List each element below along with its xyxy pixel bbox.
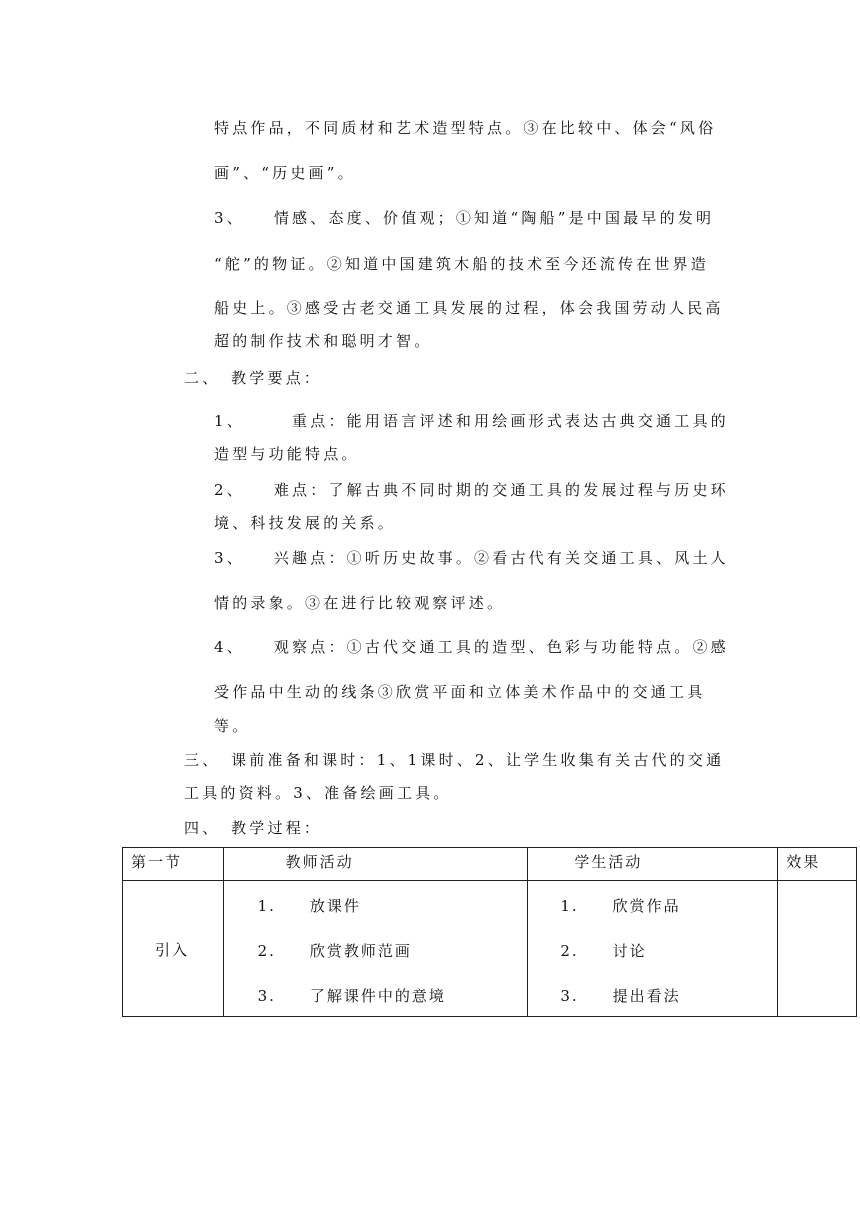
header-cell: 学生活动	[528, 848, 778, 881]
section-label: 引入	[155, 941, 190, 959]
text-line: 工具的资料。3、准备绘画工具。	[184, 784, 452, 802]
table-row	[123, 881, 857, 1017]
list-item: 1. 欣赏作品	[560, 897, 681, 915]
text-line: 画”、“历史画”。	[214, 164, 356, 182]
text-line: “舵”的物证。②知道中国建筑木船的技术至今还流传在世界造	[214, 255, 709, 273]
text-line: 情的录象。③在进行比较观察评述。	[214, 594, 506, 612]
text-line: 超的制作技术和聪明才智。	[214, 332, 433, 350]
text-line: 境、科技发展的关系。	[214, 514, 397, 532]
text-line: 等。	[214, 717, 251, 735]
list-item: 2. 欣赏教师范画	[257, 942, 412, 960]
effect-cell	[778, 881, 857, 1017]
text-line: 特点作品，不同质材和艺术造型特点。③在比较中、体会“风俗	[214, 119, 717, 137]
lesson-plan-table	[122, 847, 857, 1017]
list-item: 1. 放课件	[257, 897, 361, 915]
header-cell: 第一节	[123, 848, 224, 881]
text-line: 3、 情感、态度、价值观；①知道“陶船”是中国最早的发明	[214, 209, 715, 227]
text-line: 造型与功能特点。	[214, 445, 360, 463]
text-line: 3、 兴趣点：①听历史故事。②看古代有关交通工具、风土人	[214, 549, 729, 567]
text-line: 受作品中生动的线条③欣赏平面和立体美术作品中的交通工具	[214, 683, 706, 701]
header-cell: 教师活动	[223, 848, 528, 881]
header-cell: 效果	[778, 848, 857, 881]
table-header-row	[123, 848, 857, 881]
section-heading: 四、 教学过程：	[184, 819, 323, 837]
teacher-activity-cell	[223, 881, 528, 1017]
text-line: 2、 难点：了解古典不同时期的交通工具的发展过程与历史环	[214, 481, 729, 499]
student-activity-cell	[528, 881, 778, 1017]
text-line: 船史上。③感受古老交通工具发展的过程，体会我国劳动人民高	[214, 299, 724, 317]
text-line: 4、 观察点：①古代交通工具的造型、色彩与功能特点。②感	[214, 638, 729, 656]
list-item: 3. 了解课件中的意境	[257, 987, 446, 1005]
text-line: 1、 重点：能用语言评述和用绘画形式表达古典交通工具的	[214, 412, 729, 430]
section-cell	[123, 881, 224, 1017]
list-item: 2. 讨论	[560, 942, 647, 960]
list-item: 3. 提出看法	[560, 987, 681, 1005]
section-heading: 二、 教学要点：	[184, 369, 323, 387]
section-heading: 三、 课前准备和课时：1、1课时、2、让学生收集有关古代的交通	[184, 751, 725, 769]
